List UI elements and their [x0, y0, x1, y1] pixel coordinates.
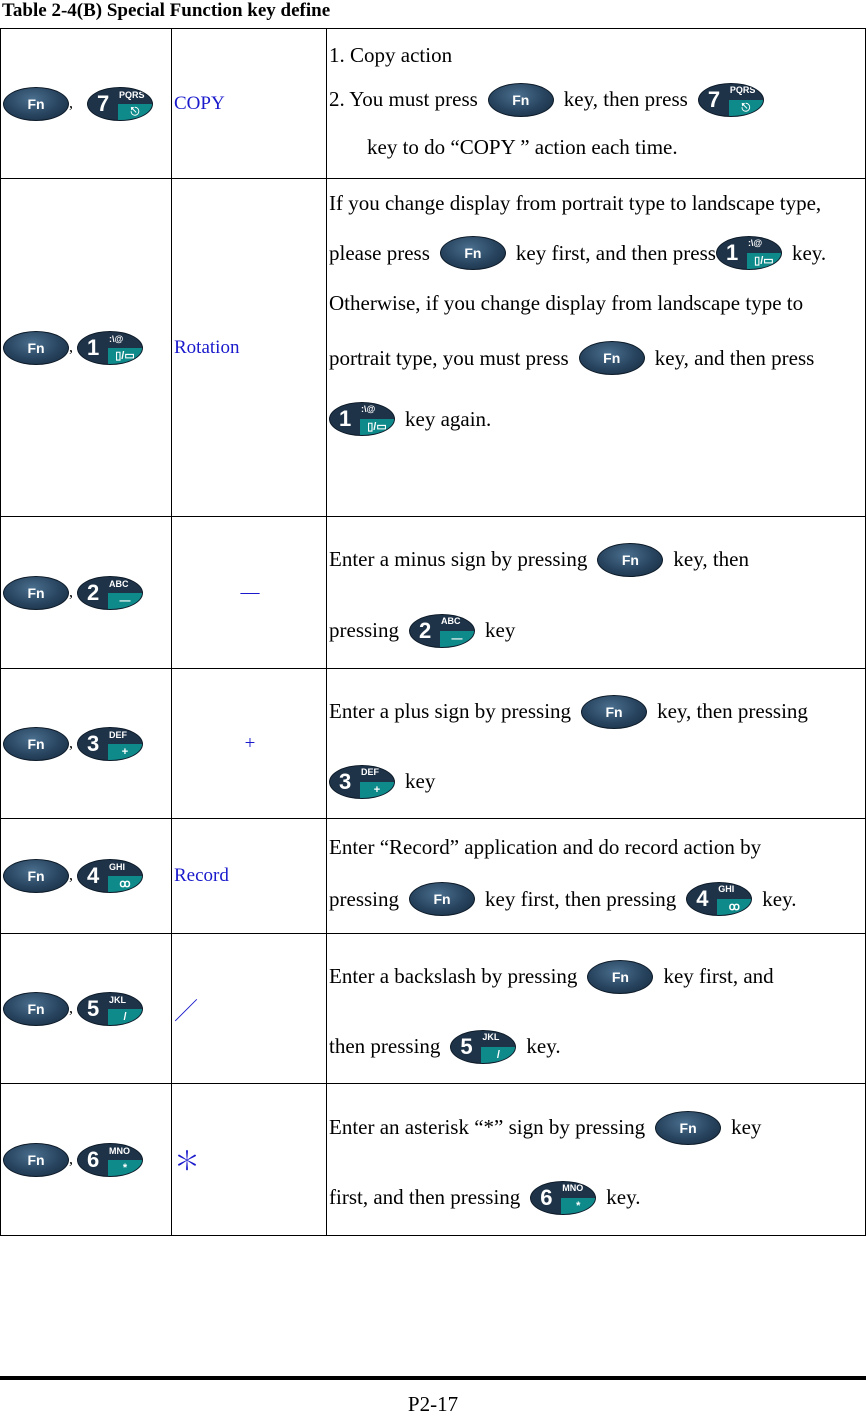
table-title: Table 2-4(B) Special Function key define — [2, 0, 331, 21]
key-sub-symbol: ⎋ — [118, 104, 152, 120]
key-digit: 3 — [339, 768, 352, 794]
key-5-icon — [450, 1030, 516, 1064]
description-text: key first, and then press — [515, 240, 716, 265]
key-digit: 4 — [696, 886, 709, 911]
key-7-icon — [698, 83, 764, 117]
key-digit: 2 — [87, 579, 100, 605]
function-cell: + — [172, 669, 327, 819]
key-sub-symbol: — — [108, 593, 142, 609]
key-sub-symbol: ▯/▭ — [360, 419, 394, 435]
key-digit: 7 — [97, 90, 110, 116]
description-text: key, then pressing — [657, 699, 808, 723]
description-text: key again. — [405, 406, 492, 431]
description-cell — [327, 517, 866, 669]
fn-key-icon: Fn — [655, 1111, 721, 1145]
key-letters: ABC — [441, 615, 461, 626]
key-digit: 1 — [87, 334, 100, 360]
key-digit: 6 — [87, 1146, 100, 1172]
key-4-icon — [686, 882, 752, 916]
description-text: key. — [762, 886, 797, 911]
description-text: portrait type, you must press — [329, 345, 569, 370]
description-text: 2. You must press — [329, 87, 478, 111]
key-letters: GHI — [109, 862, 126, 872]
key-digit: 4 — [87, 863, 100, 888]
key-combo-cell — [1, 1084, 172, 1236]
description-text: key, then press — [563, 87, 688, 111]
key-digit: 5 — [87, 995, 100, 1021]
table-row — [1, 934, 866, 1084]
key-sub-symbol: * — [561, 1198, 595, 1214]
key-6-icon — [77, 1143, 143, 1177]
description-text: key. — [606, 1185, 641, 1209]
key-letters: MNO — [562, 1182, 584, 1193]
key-3-icon — [77, 727, 143, 761]
description-line — [329, 598, 865, 664]
key-sub-symbol: * — [108, 1160, 142, 1176]
key-sub-symbol: ▯/▭ — [747, 253, 781, 269]
key-sub-symbol: — — [440, 631, 474, 647]
description-cell — [327, 669, 866, 819]
fn-key-icon: Fn — [581, 695, 647, 729]
description-line — [329, 227, 865, 279]
fn-key-icon: Fn — [3, 859, 69, 893]
key-letters: DEF — [109, 729, 127, 740]
description-text: key. — [791, 240, 827, 265]
key-digit: 3 — [87, 730, 100, 756]
function-cell: COPY — [172, 29, 327, 179]
key-combo-cell — [1, 669, 172, 819]
description-line — [329, 1015, 865, 1079]
key-1-icon — [329, 402, 395, 436]
key-combo-cell — [1, 517, 172, 669]
fn-key-icon: Fn — [3, 331, 69, 365]
description-line — [329, 939, 865, 1015]
description-cell — [327, 934, 866, 1084]
separator: , — [69, 999, 73, 1017]
key-digit: 1 — [725, 240, 739, 265]
description-text: Enter a minus sign by pressing — [329, 547, 588, 571]
description-cell — [327, 819, 866, 934]
key-3-icon — [329, 765, 395, 799]
key-5-icon — [77, 992, 143, 1026]
description-text: then pressing — [329, 1034, 441, 1058]
fn-key-icon: Fn — [409, 882, 475, 916]
key-1-icon — [716, 236, 782, 270]
table-row — [1, 1084, 866, 1236]
table-row — [1, 819, 866, 934]
key-combo-cell — [1, 29, 172, 179]
description-text: 1. Copy action — [329, 43, 453, 67]
key-letters: JKL — [109, 994, 127, 1005]
separator: , — [69, 1150, 73, 1168]
description-line — [329, 870, 865, 928]
function-cell: — — [172, 517, 327, 669]
description-text: pressing — [329, 618, 399, 642]
table-row — [1, 29, 866, 179]
description-line — [329, 522, 865, 598]
key-letters: PQRS — [729, 84, 756, 95]
function-cell: ／ — [172, 934, 327, 1084]
key-sub-symbol: ꝏ — [108, 876, 142, 892]
description-text: key — [485, 618, 516, 642]
key-letters: MNO — [109, 1145, 130, 1156]
key-2-icon — [77, 576, 143, 610]
page-number: P2-17 — [407, 1392, 459, 1416]
description-line — [329, 674, 865, 750]
description-text: Enter “Record” application and do record action by — [329, 834, 762, 859]
key-combo-cell — [1, 819, 172, 934]
separator: , — [69, 583, 73, 601]
description-text: key, and then press — [654, 345, 815, 370]
key-2-icon — [409, 614, 475, 648]
key-sub-symbol: ꝏ — [717, 899, 751, 915]
key-letters: GHI — [718, 884, 735, 894]
description-line — [329, 179, 865, 227]
key-6-icon — [530, 1181, 596, 1215]
key-digit: 6 — [540, 1184, 553, 1210]
description-line — [329, 389, 865, 449]
key-letters: DEF — [361, 766, 379, 777]
key-letters: ABC — [109, 578, 129, 589]
fn-key-icon: Fn — [440, 236, 506, 270]
key-sub-symbol: + — [108, 744, 142, 760]
description-line — [329, 279, 865, 327]
fn-key-icon: Fn — [3, 576, 69, 610]
function-cell: Rotation — [172, 179, 327, 517]
fn-key-icon: Fn — [579, 341, 645, 375]
table-row — [1, 517, 866, 669]
description-text: Enter a plus sign by pressing — [329, 699, 572, 723]
key-sub-symbol: ▯/▭ — [108, 348, 142, 364]
description-line — [329, 125, 865, 171]
description-text: first, and then pressing — [329, 1185, 521, 1209]
description-text: key to do “COPY ” action each time. — [367, 135, 678, 159]
fn-key-icon: Fn — [587, 960, 653, 994]
description-text: If you change display from portrait type to landscape type, — [329, 190, 822, 215]
description-line — [329, 1090, 865, 1166]
key-7-icon — [87, 87, 153, 121]
key-digit: 1 — [339, 406, 352, 431]
description-text: Otherwise, if you change display from landscape type to — [329, 290, 804, 315]
description-cell — [327, 29, 866, 179]
key-digit: 5 — [460, 1033, 473, 1059]
description-cell — [327, 1084, 866, 1236]
separator: , — [69, 338, 73, 356]
description-text: key — [405, 769, 436, 793]
key-letters: :\@ — [109, 333, 124, 344]
separator: , — [69, 866, 73, 884]
description-text: pressing — [329, 886, 399, 911]
key-sub-symbol: / — [481, 1047, 515, 1063]
description-text: key first, then pressing — [485, 886, 677, 911]
key-letters: :\@ — [361, 404, 376, 414]
fn-key-icon: Fn — [3, 727, 69, 761]
description-line — [329, 75, 865, 125]
separator: , — [69, 734, 73, 752]
key-letters: PQRS — [119, 89, 145, 100]
description-text: Enter an asterisk “*” sign by pressing — [329, 1115, 646, 1139]
description-text: Enter a backslash by pressing — [329, 964, 578, 988]
fn-key-icon: Fn — [3, 87, 69, 121]
description-line — [329, 750, 865, 814]
fn-key-icon: Fn — [3, 1143, 69, 1177]
description-text: please press — [329, 240, 430, 265]
key-sub-symbol: ⎋ — [729, 100, 763, 116]
description-line — [329, 37, 865, 75]
key-1-icon — [77, 331, 143, 365]
description-text: key, then — [673, 547, 750, 571]
description-text: key — [731, 1115, 762, 1139]
function-cell: ＊ — [172, 1084, 327, 1236]
description-cell — [327, 179, 866, 517]
table-row — [1, 669, 866, 819]
description-text: key first, and — [663, 964, 774, 988]
key-digit: 7 — [707, 86, 721, 112]
table-row — [1, 179, 866, 517]
function-cell: Record — [172, 819, 327, 934]
footer-divider — [0, 1376, 866, 1380]
key-combo-cell — [1, 934, 172, 1084]
fn-key-icon: Fn — [3, 992, 69, 1026]
separator: , — [69, 94, 73, 112]
description-line — [329, 1166, 865, 1230]
description-line — [329, 327, 865, 389]
key-digit: 2 — [419, 617, 432, 643]
description-text: key. — [526, 1034, 561, 1058]
key-letters: JKL — [482, 1031, 500, 1042]
key-sub-symbol: + — [360, 782, 394, 798]
key-combo-cell — [1, 179, 172, 517]
fn-key-icon: Fn — [488, 83, 554, 117]
key-4-icon — [77, 859, 143, 893]
function-key-table — [0, 28, 866, 1236]
key-sub-symbol: / — [108, 1009, 142, 1025]
description-line — [329, 824, 865, 870]
fn-key-icon: Fn — [597, 543, 663, 577]
key-letters: :\@ — [747, 238, 763, 248]
